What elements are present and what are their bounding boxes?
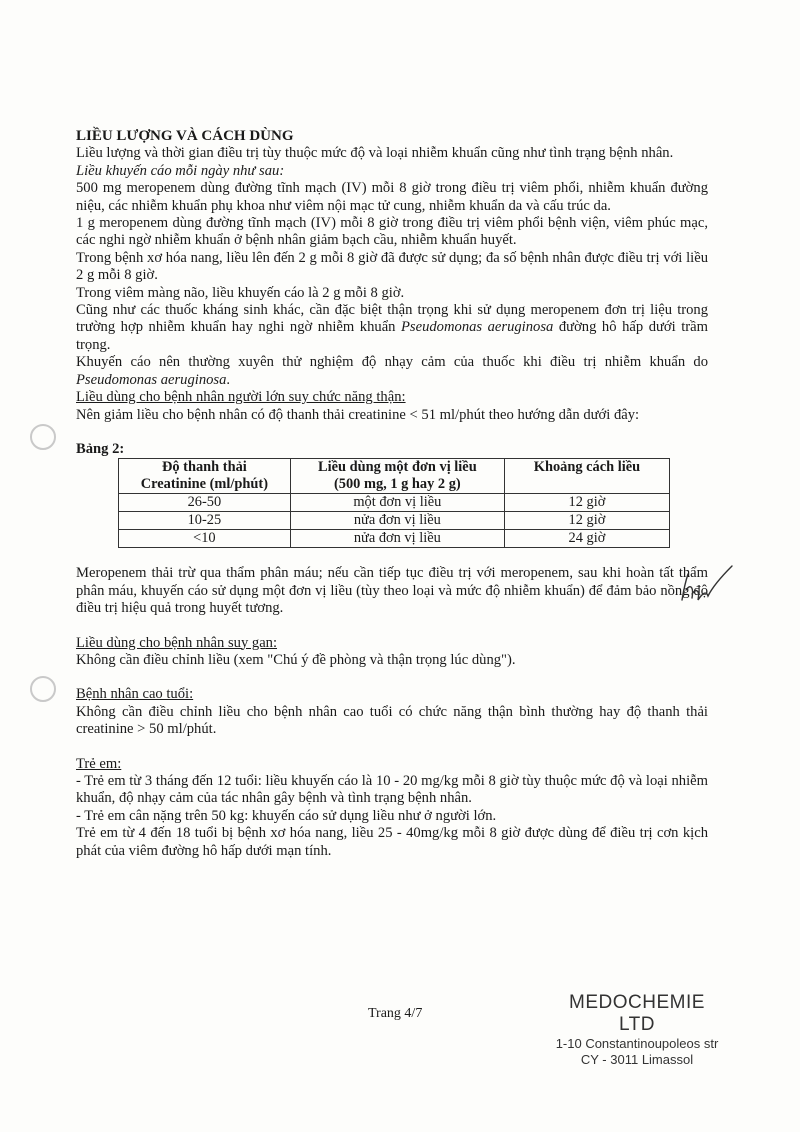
table-cell: 26-50 [119,494,291,512]
intro-paragraph: Liều lượng và thời gian điều trị tùy thuộc mức độ và loại nhiễm khuẩn cũng như tình trạng bệnh nhân. [76,145,674,162]
elderly-heading: Bệnh nhân cao tuổi: [76,686,194,703]
children-line: - Trẻ em từ 3 tháng đến 12 tuổi: liều khuyến cáo là 10 - 20 mg/kg mỗi 8 giờ tùy thuộc mức độ và loại nhiễm khuẩn, độ nhạy cảm của tác nhân gây bệnh và tình trạng bệnh nhân. [76,772,708,807]
dose-paragraph: 500 mg meropenem dùng đường tĩnh mạch (IV) mỗi 8 giờ trong điều trị viêm phổi, nhiễm khuẩn đường niệu, các nhiễm khuẩn phụ khoa như viêm nội mạc tử cung, nhiễm khuẩn da và cấu trúc da. [76,180,708,214]
text-run: . [226,371,231,388]
dialysis-paragraph: Meropenem thải trừ qua thẩm phân máu; nếu cần tiếp tục điều trị với meropenem, sau khi hoàn tất thẩm phân máu, khuyến cáo sử dụng một đơn vị liều (tùy theo loại và mức độ nhiễm khuẩn) để đảm bảo nồng độ điều trị hiệu quả trong huyết tương. [76,565,708,617]
header-line: Liều dùng một đơn vị liều [317,459,477,476]
dose-paragraph: Trong viêm màng não, liều khuyến cáo là 2 g mỗi 8 giờ. [76,284,405,301]
header-line: Khoảng cách liều [533,459,641,476]
header-line: Creatinine (ml/phút) [140,476,269,493]
hepatic-text: Không cần điều chỉnh liều (xem "Chú ý đề phòng và thận trọng lúc dùng"). [76,651,516,668]
page-content [76,128,708,860]
table-cell: <10 [119,530,291,548]
organism-name: Pseudomonas aeruginosa [76,371,227,388]
punch-hole-bottom [30,676,56,702]
dose-paragraph: Trong bệnh xơ hóa nang, liều lên đến 2 g mỗi 8 giờ đã được sử dụng; đa số bệnh nhân được điều trị với liều 2 g mỗi 8 giờ. [76,249,708,284]
pseudomonas-testing-paragraph [76,354,708,389]
text-run: Khuyến cáo nên thường xuyên thử nghiệm độ nhạy cảm của thuốc khi điều trị nhiễm khuẩn do [76,354,708,371]
handwritten-signature [676,560,736,610]
table-cell: 12 giờ [504,512,669,530]
company-stamp [552,992,722,1068]
table-header-row [119,459,670,494]
table-cell: nửa đơn vị liều [290,512,504,530]
renal-dose-table [118,458,670,548]
organism-name: Pseudomonas aeruginosa [401,319,554,336]
text-run: đường hô hấp dưới trầm trọng. [76,319,708,353]
table-row [119,530,670,548]
daily-dose-heading: Liều khuyến cáo mỗi ngày như sau: [76,162,285,179]
section-heading: LIỀU LƯỢNG VÀ CÁCH DÙNG [76,128,294,144]
hepatic-heading: Liều dùng cho bệnh nhân suy gan: [76,634,278,651]
company-address-line: CY - 3011 Limassol [580,1052,694,1067]
table-header-interval [504,459,669,494]
children-line: Trẻ em từ 4 đến 18 tuổi bị bệnh xơ hóa nang, liều 25 - 40mg/kg mỗi 8 giờ được dùng để điều trị cơn kịch phát của viêm đường hô hấp dưới mạn tính. [76,825,708,859]
table-row [119,512,670,530]
table-cell: một đơn vị liều [290,494,504,512]
table-header-clearance [119,459,291,494]
table-cell: 12 giờ [504,494,669,512]
page-number: Trang 4/7 [368,1006,423,1021]
punch-hole-top [30,424,56,450]
pseudomonas-paragraph [76,302,708,354]
header-line: Độ thanh thải [162,459,247,476]
renal-text: Nên giảm liều cho bệnh nhân có độ thanh thải creatinine < 51 ml/phút theo hướng dẫn dưới đây: [76,406,640,423]
table-header-dose [290,459,504,494]
company-name: MEDOCHEMIE LTD [569,992,705,1035]
table-cell: 24 giờ [504,530,669,548]
elderly-text: Không cần điều chỉnh liều cho bệnh nhân cao tuổi có chức năng thận bình thường hay độ thanh thải creatinine > 50 ml/phút. [76,703,708,738]
table-cell: 10-25 [119,512,291,530]
children-line: - Trẻ em cân nặng trên 50 kg: khuyến cáo sử dụng liều như ở người lớn. [76,807,497,824]
dose-paragraph: 1 g meropenem dùng đường tĩnh mạch (IV) mỗi 8 giờ trong điều trị viêm phổi bệnh viện, viêm phúc mạc, các nghi ngờ nhiễm khuẩn ở bệnh nhân giảm bạch cầu, nhiễm khuẩn huyết. [76,215,708,249]
company-address-line: 1-10 Constantinoupoleos str [555,1036,719,1051]
table-caption: Bảng 2: [76,440,125,457]
header-line: (500 mg, 1 g hay 2 g) [333,476,461,493]
table-cell: nửa đơn vị liều [290,530,504,548]
text-run: Cũng như các thuốc kháng sinh khác, cần đặc biệt thận trọng khi sử dụng meropenem đơn trị liệu trong trường hợp nhiễm khuẩn hay nghi ngờ nhiễm khuẩn [76,302,708,336]
renal-heading: Liều dùng cho bệnh nhân người lớn suy chức năng thận: [76,389,406,406]
table-row [119,494,670,512]
children-heading: Trẻ em: [76,755,122,772]
